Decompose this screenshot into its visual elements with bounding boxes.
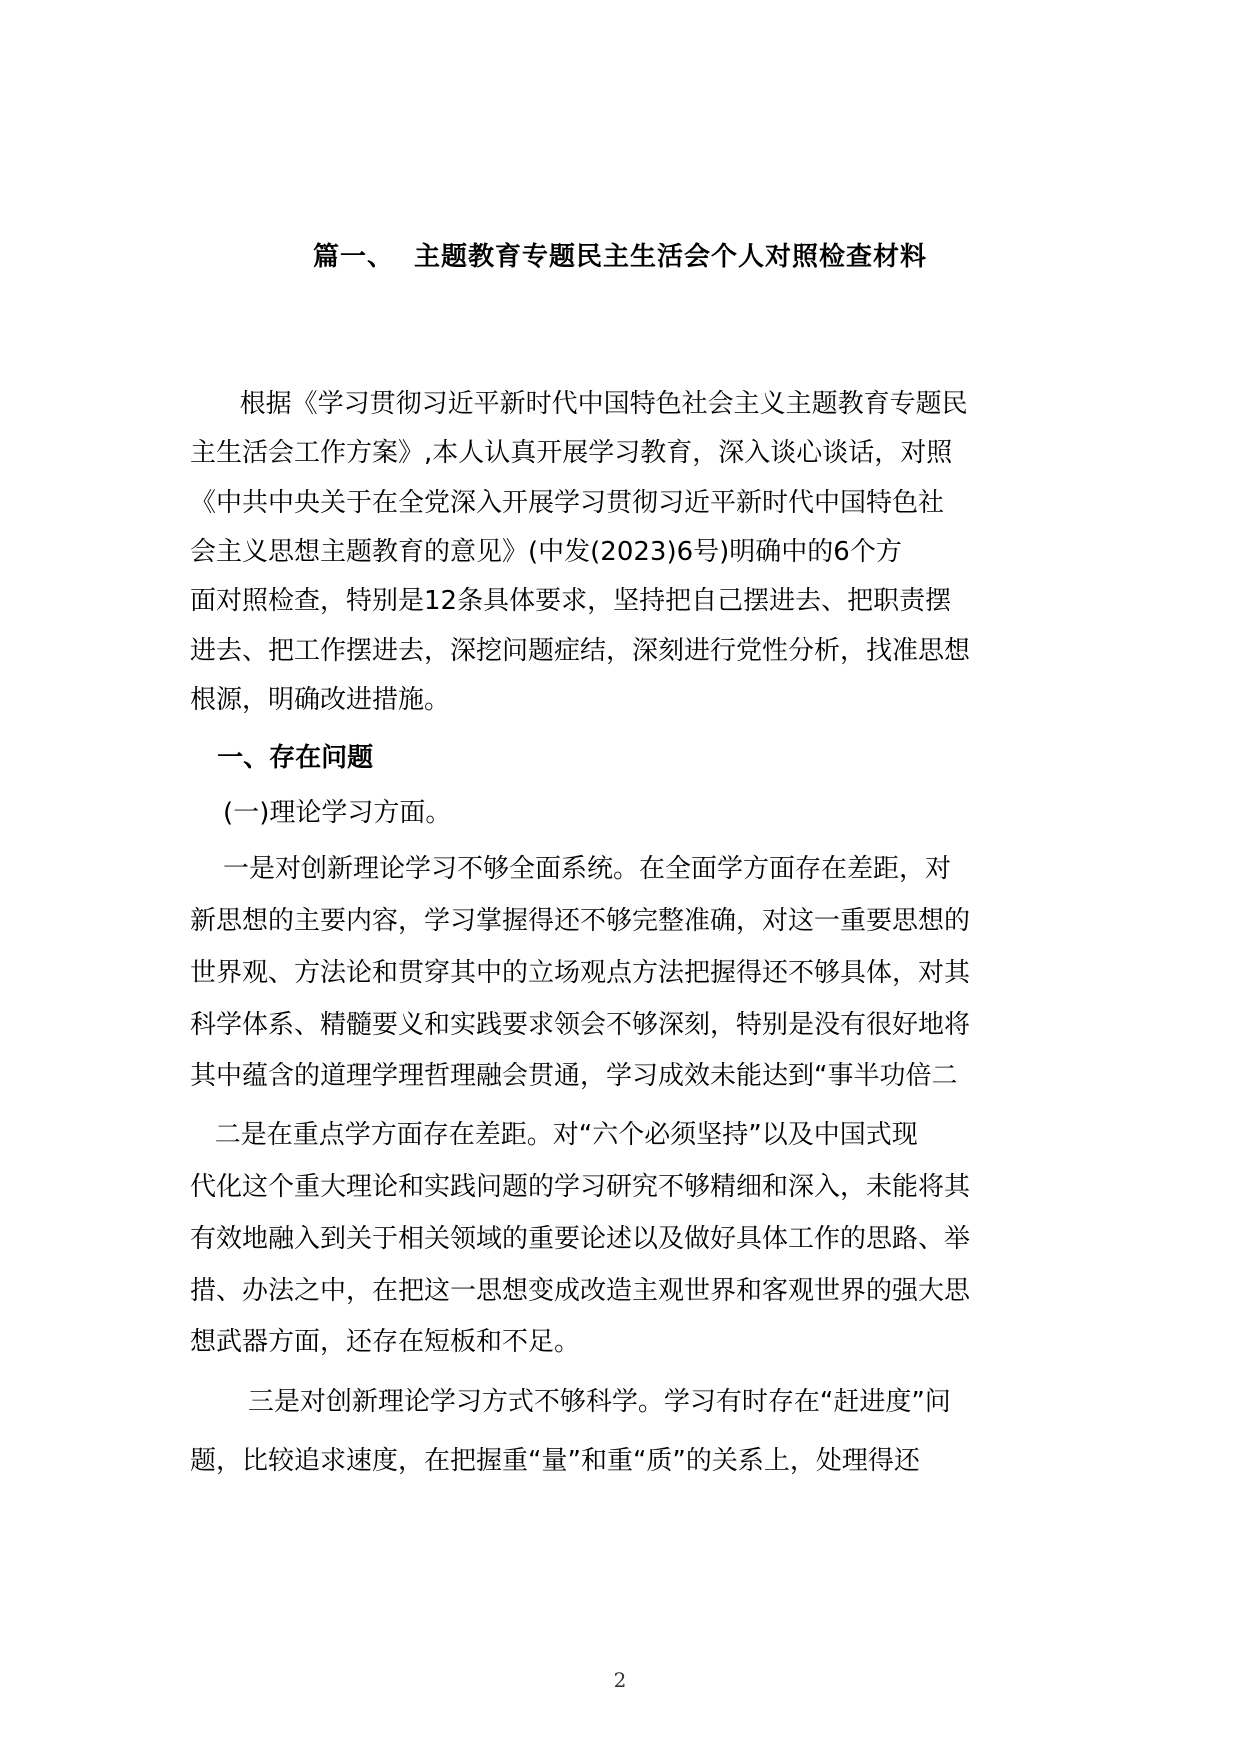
- paragraph-line: 想武器方面，还存在短板和不足。: [190, 1327, 581, 1357]
- paragraph-line: 其中蕴含的道理学理哲理融会贯通，学习成效未能达到“事半功倍二: [190, 1061, 958, 1091]
- paragraph-line: 题，比较追求速度，在把握重“量”和重“质”的关系上，处理得还: [190, 1446, 920, 1476]
- paragraph-line: 主生活会工作方案》,本人认真开展学习教育，深入谈心谈话，对照: [190, 438, 953, 468]
- section-heading: 一、存在问题: [190, 743, 374, 773]
- paragraph-line: 一是对创新理论学习不够全面系统。在全面学方面存在差距，对: [190, 854, 952, 884]
- paragraph-line: 代化这个重大理论和实践问题的学习研究不够精细和深入，未能将其: [190, 1172, 971, 1202]
- paragraph-line: 二是在重点学方面存在差距。对“六个必须坚持”以及中国式现: [190, 1120, 918, 1150]
- document-title: 篇一、 主题教育专题民主生活会个人对照检查材料: [312, 242, 928, 272]
- paragraph-line: 面对照检查，特别是12条具体要求，坚持把自己摆进去、把职责摆: [190, 586, 952, 616]
- paragraph-line: 三是对创新理论学习方式不够科学。学习有时存在“赶进度”问: [190, 1387, 951, 1417]
- paragraph-line: 根据《学习贯彻习近平新时代中国特色社会主义主题教育专题民: [190, 389, 968, 419]
- paragraph-line: 科学体系、精髓要义和实践要求领会不够深刻，特别是没有很好地将: [190, 1010, 971, 1040]
- paragraph-line: 进去、把工作摆进去，深挖问题症结，深刻进行党性分析，找准思想: [190, 636, 971, 666]
- subsection-heading: (一)理论学习方面。: [190, 798, 452, 828]
- paragraph-line: 《中共中央关于在全党深入开展学习贯彻习近平新时代中国特色社: [190, 488, 945, 518]
- paragraph-line: 措、办法之中，在把这一思想变成改造主观世界和客观世界的强大思: [190, 1276, 971, 1306]
- page-number: 2: [613, 1668, 627, 1692]
- paragraph-line: 根源，明确改进措施。: [190, 685, 451, 715]
- paragraph-line: 世界观、方法论和贯穿其中的立场观点方法把握得还不够具体，对其: [190, 958, 971, 988]
- paragraph-line: 会主义思想主题教育的意见》(中发(2023)6号)明确中的6个方: [190, 537, 902, 567]
- paragraph-line: 有效地融入到关于相关领域的重要论述以及做好具体工作的思路、举: [190, 1224, 971, 1254]
- paragraph-line: 新思想的主要内容，学习掌握得还不够完整准确，对这一重要思想的: [190, 906, 971, 936]
